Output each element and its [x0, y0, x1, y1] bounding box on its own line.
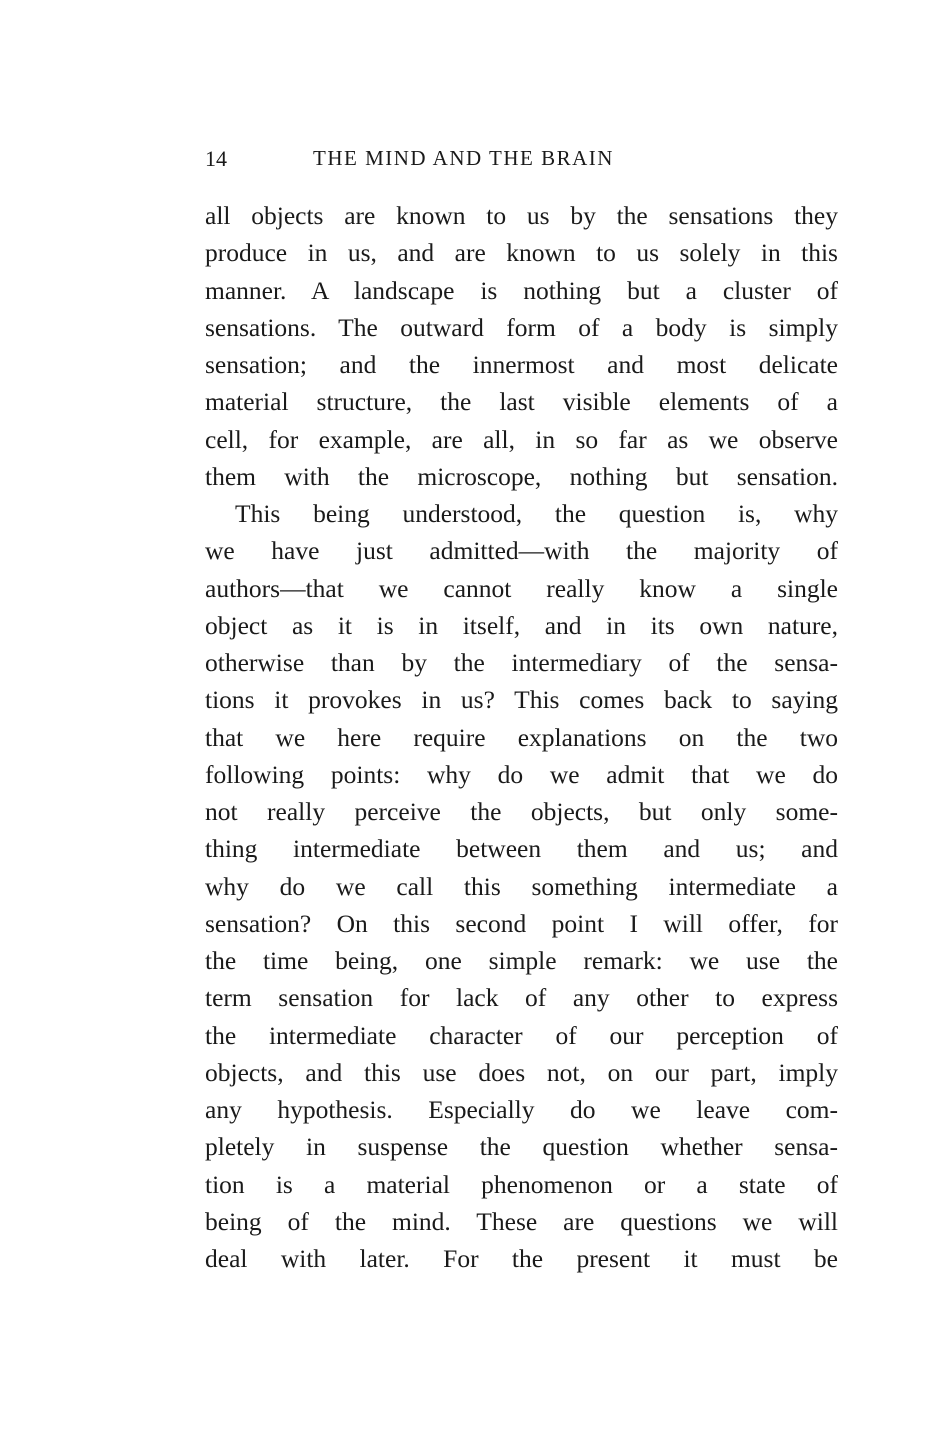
text-line: sensations. The outward form of a body is simply: [205, 312, 838, 342]
text-line: being of the mind. These are questions we will: [205, 1206, 838, 1236]
text-line: the intermediate character of our perception of: [205, 1020, 838, 1050]
text-line: authors—that we cannot really know a single: [205, 573, 838, 603]
text-line: object as it is in itself, and in its own nature,: [205, 610, 838, 640]
running-title: THE MIND AND THE BRAIN: [313, 146, 614, 170]
text-line: we have just admitted—with the majority of: [205, 536, 838, 566]
text-line: that we here require explanations on the two: [205, 722, 838, 752]
text-line: pletely in suspense the question whether sensa-: [205, 1132, 838, 1162]
text-line: cell, for example, are all, in so far as we observe: [205, 424, 838, 454]
text-line: sensation; and the innermost and most delicate: [205, 350, 838, 379]
paragraph-2: [205, 495, 838, 1277]
paragraph-1: [205, 197, 838, 495]
text-line: objects, and this use does not, on our part, imply: [205, 1057, 838, 1087]
text-line: them with the microscope, nothing but sensation.: [205, 461, 838, 491]
page-number: 14: [205, 146, 227, 171]
text-line: material structure, the last visible elements of a: [205, 387, 838, 417]
text-line: manner. A landscape is nothing but a cluster of: [205, 275, 838, 305]
text-line: following points: why do we admit that we do: [205, 759, 838, 789]
text-line: This being understood, the question is, why: [235, 499, 838, 528]
text-line: sensation? On this second point I will offer, for: [205, 908, 838, 938]
text-line: all objects are known to us by the sensations they: [205, 201, 838, 230]
text-line: otherwise than by the intermediary of the sensa-: [205, 648, 838, 677]
text-line: term sensation for lack of any other to express: [205, 983, 838, 1013]
text-line: tions it provokes in us? This comes back to saying: [205, 685, 838, 715]
text-line: the time being, one simple remark: we use the: [205, 946, 838, 975]
page-body: [205, 197, 838, 1277]
text-line: thing intermediate between them and us; and: [205, 834, 838, 864]
text-line: produce in us, and are known to us solely in this: [205, 238, 838, 268]
text-line: not really perceive the objects, but only some-: [205, 797, 838, 826]
text-line: deal with later. For the present it must be: [205, 1244, 838, 1273]
text-line: why do we call this something intermediate a: [205, 871, 838, 901]
text-line: tion is a material phenomenon or a state of: [205, 1169, 838, 1199]
page-header: [205, 146, 838, 176]
text-line: any hypothesis. Especially do we leave com-: [205, 1095, 838, 1124]
